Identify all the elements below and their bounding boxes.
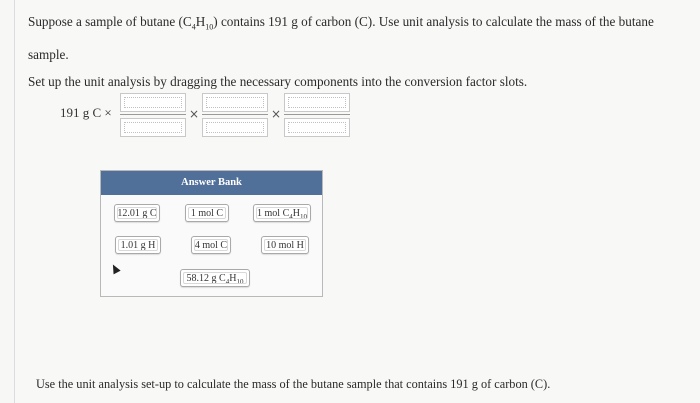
fraction-bar — [120, 114, 186, 115]
conversion-factor-slot-2[interactable] — [202, 93, 268, 137]
fraction-bar — [284, 114, 350, 115]
denominator-slot[interactable] — [120, 118, 186, 137]
tile-1-mol-c[interactable]: 1 mol C — [185, 204, 229, 222]
answer-bank — [100, 170, 323, 297]
denominator-slot[interactable] — [284, 118, 350, 137]
problem-prompt — [28, 8, 688, 95]
tile-10-mol-h[interactable]: 10 mol H — [261, 236, 309, 254]
conversion-factor-slot-1[interactable] — [120, 93, 186, 137]
numerator-slot[interactable] — [120, 93, 186, 112]
conversion-factor-slot-3[interactable] — [284, 93, 350, 137]
fraction-bar — [202, 114, 268, 115]
numerator-slot[interactable] — [284, 93, 350, 112]
tile-1-mol-butane[interactable]: 1 mol $C_4H_{10}$ — [253, 204, 311, 222]
denominator-slot[interactable] — [202, 118, 268, 137]
prompt-line-1: Suppose a sample of butane $(C_4H_{10})$ contains 191 g of carbon (C). Use unit analysis to calculate the mass of the butane sample. — [28, 14, 654, 62]
multiply-sign: × — [271, 107, 282, 121]
tile-58-12-g-butane[interactable]: 58.12 g $C_4H_{10}$ — [180, 269, 250, 287]
calculation-question: Use the unit analysis set-up to calculate the mass of the butane sample that contains 191 g of carbon (C). — [36, 377, 551, 391]
tile-4-mol-c[interactable]: 4 mol C — [191, 236, 231, 254]
numerator-slot[interactable] — [202, 93, 268, 112]
prompt-line-2: Set up the unit analysis by dragging the necessary components into the conversion factor slots. — [28, 73, 528, 89]
given-quantity: 191 g C × — [60, 105, 112, 120]
multiply-sign: × — [189, 107, 200, 121]
answer-bank-title: Answer Bank — [101, 171, 322, 195]
tile-12-01-g-c[interactable]: 12.01 g C — [114, 204, 160, 222]
tile-1-01-g-h[interactable]: 1.01 g H — [115, 236, 161, 254]
